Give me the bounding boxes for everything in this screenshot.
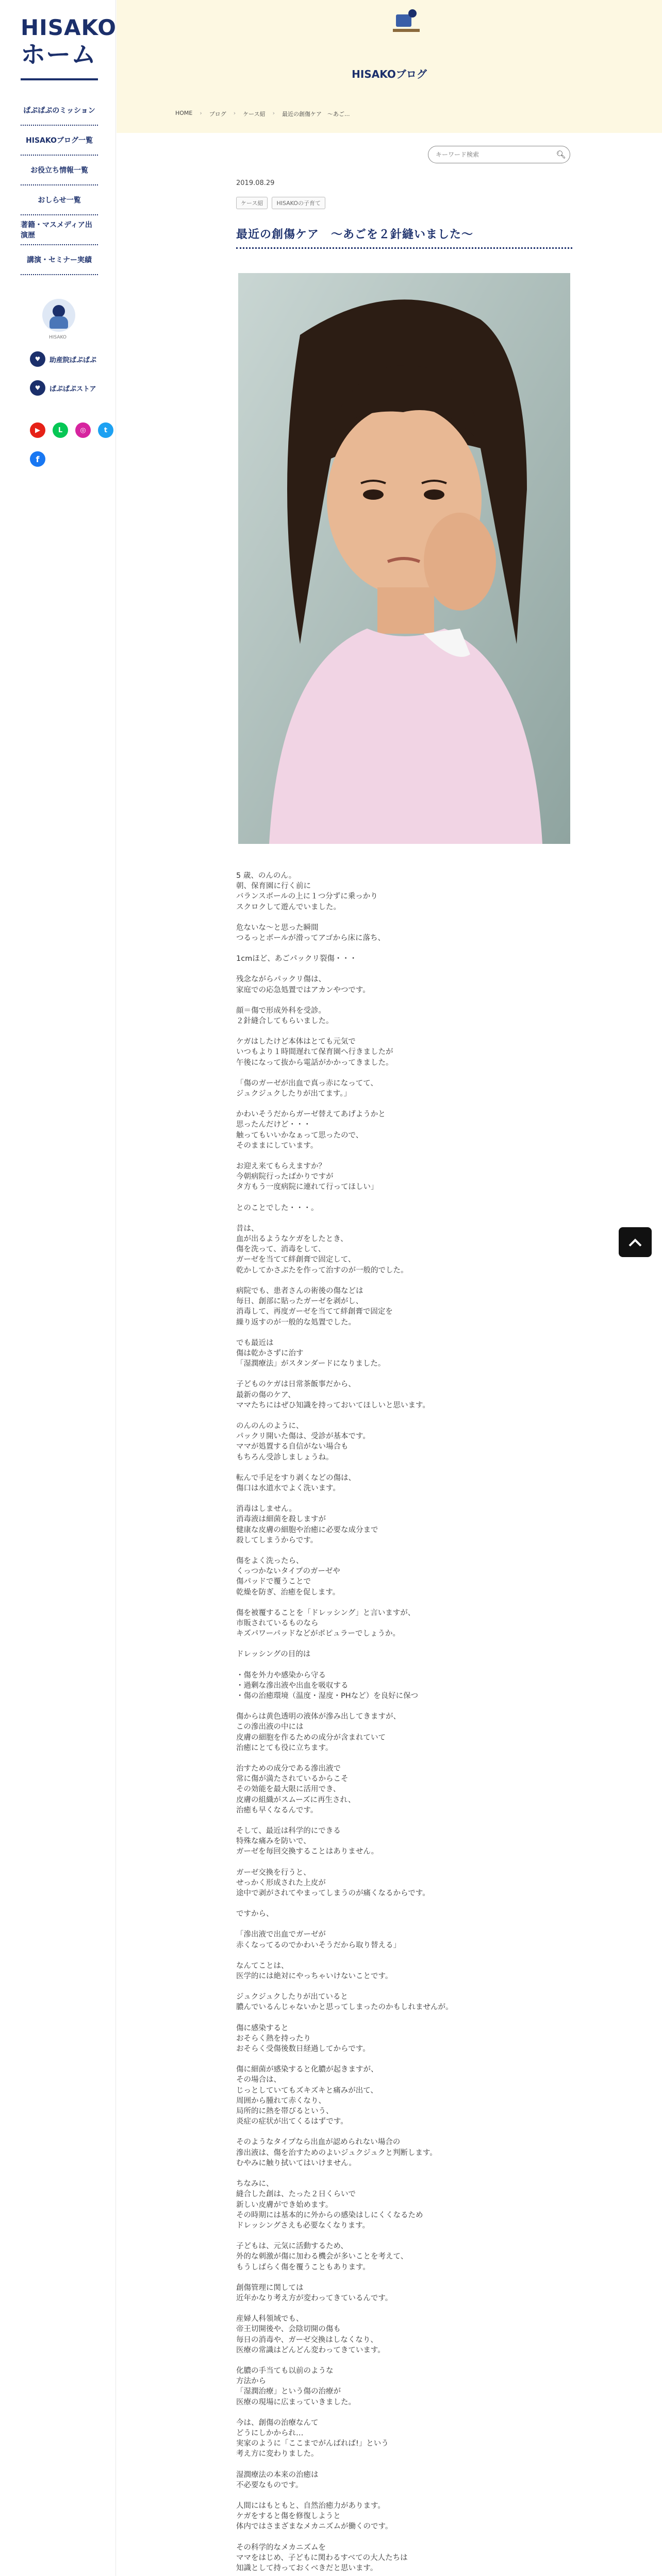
shop-label: ぱぷぱぷストア [49,385,96,393]
tag-hisako[interactable]: HISAKOの子育て [272,197,325,209]
post-paragraph: 消毒はしません。 消毒液は細菌を殺しますが 健康な皮膚の細胞や治癒に必要な成分まで 殺してしまうからです。 [236,1505,378,1545]
post-paragraph: なんてことは、 医学的には絶対にやっちゃいけないことです。 [236,1961,393,1981]
post-paragraph: 傷に感染すると おそらく熱を持ったり おそらく受傷後数日経過してからです。 [236,2024,370,2054]
menu-mission[interactable]: ぱぷぱぷのミッション [21,96,98,126]
post-paragraph: 湿潤療法の本来の治癒は 不必要なものです。 [236,2470,319,2489]
search-icon[interactable]: 🔍︎ [556,150,566,159]
post-paragraph: 5 歳、のんのん。 朝、保育園に行く前に バランスボールの上に１つ分ずに乗っかり スクロクして遊んでいました。 [236,872,378,911]
breadcrumb-current: 最近の創傷ケア ～あご... [282,111,350,117]
breadcrumb-separator: › [200,110,202,116]
menu-blog-list[interactable]: HISAKOブログ一覧 [21,126,98,156]
page-header [117,0,662,133]
youtube-icon[interactable]: ▶ [30,422,45,438]
post-paragraph: ・傷を外力や感染から守る ・過剰な滲出液や出血を吸収する ・傷の治癒環境（温度・湿度・PHなど）を良好に保つ [236,1671,419,1700]
shop-label: 助産院ぱぷぱぷ [49,356,97,364]
chevron-up-icon [628,1237,642,1247]
post-paragraph: 転んで手足をすり剥くなどの傷は、 傷口は水道水でよく洗います。 [236,1473,356,1493]
post-paragraph: かわいそうだからガーゼ替えてあげようかと 思ったんだけど・・・ 触ってもいいかなぁって思ったので、 そのままにしています。 [236,1110,386,1150]
post-paragraph: ドレッシングの目的は [236,1650,311,1659]
post-paragraph: 昔は、 血が出るようなケガをしたとき、 傷を洗って、消毒をして、 ガーゼを当てて絆創膏で固定して、 乾かしてかさぶたを作って治すのが一般的でした。 [236,1224,408,1275]
illustration-caption: HISAKO [49,335,67,340]
post-paragraph: 傷に細菌が感染すると化膿が起きますが、 その場合は、 じっとしていてもズキズキと痛みが出て、 周囲から腫れて赤くなり、 局所的に熱を帯びるという、 炎症の症状が出てくるはずです。 [236,2065,378,2126]
post-paragraph: ですから、 [236,1910,274,1919]
instagram-icon[interactable]: ◎ [75,422,91,438]
post-paragraph: 残念ながらパックリ傷は、 家庭での応急処置ではアカンやつです。 [236,975,370,994]
page-title: HISAKOブログ [352,68,427,80]
post-paragraph: ちなみに、 縫合した創は、たった２日くらいで 新しい皮膚ができ始めます。 その時期には基本的に外からの感染はしにくくなるため ドレッシングさえも必要なくなります。 [236,2180,423,2230]
post-paragraph: ジュクジュクしたりが出ていると 膿んでいるんじゃないかと思ってしまったのかもしれませんが。 [236,1993,453,2012]
shop-link-clinic[interactable] [30,351,96,367]
breadcrumb-separator: › [233,110,236,116]
post-paragraph: 人間にはもともと、自然治癒力があります。 ケガをすると傷を修復しようと 体内ではさまざまなメカニズムが働くのです。 [236,2501,393,2531]
post-paragraph: ガーゼ交換を行うと、 せっかく形成された上皮が 途中で剥がされてやまってしまうのが痛くなるからです。 [236,1868,430,1898]
breadcrumb [175,110,350,118]
post-paragraph: そのようなタイプなら出血が認められない場合の 滲出液は、傷を治すためのよいジュクジュクと判断します。 むやみに触り拭いてはいけません。 [236,2138,437,2167]
breadcrumb-home[interactable]: HOME [175,110,193,116]
search-input[interactable] [436,151,552,158]
post-paragraph: 1cmほど、あごパックリ裂傷・・・ [236,955,357,963]
post-date: 2019.08.29 [236,179,275,187]
post-paragraph: 今は、創傷の治療なんて どうにしかかられ… 実家のように「ここまでがんばれば!」という 考え方に変わりました。 [236,2418,389,2459]
store-icon: ♥ [30,380,45,396]
sidebar [0,0,116,2576]
clinic-icon: ♥ [30,351,45,367]
search-box[interactable] [428,146,570,163]
post-paragraph: 産婦人科領域でも、 帝王切開後や、会陰切開の傷も 毎日の消毒や、ガーゼ交換はしなくなり、 医療の常識はどんどん変わってきています。 [236,2315,385,2354]
title-divider [236,247,572,249]
post-paragraph: 傷を被覆することを「ドレッシング」と言いますが、 市販されているものなら キズパワーパッドなどがポピュラーでしょうか。 [236,1608,416,1638]
post-paragraph: その科学的なメカニズムを ママをはじめ、子どもに関わるすべての大人たちは 知識として持っておくべきだと思います。 [236,2543,408,2572]
post-paragraph: でも最近は 傷は乾かさずに治す 「湿潤療法」がスタンダードになりました。 [236,1338,386,1368]
post-body [236,871,572,2576]
post-paragraph: 化膿の手当ても以前のような 方法から 「湿潤治療」という傷の治療が 医療の現場に広まっていきました。 [236,2366,356,2406]
tag-category[interactable]: ケース紹 [236,197,268,209]
post-paragraph: 治すための成分である滲出液で 常に傷が満たされているからこそ その効能を最大限に活用でき、 皮膚の組織がスムーズに再生され、 治癒も早くなるんです。 [236,1765,356,1815]
menu-seminars[interactable]: 講演・セミナー実績 [21,245,98,275]
post-tags [236,197,325,209]
sidebar-menu [21,96,98,275]
back-to-top-button[interactable] [619,1227,652,1257]
post-paragraph: とのことでした・・・。 [236,1204,319,1212]
social-links [30,422,113,438]
post-paragraph: 子どもは、元気に活動するため、 外的な刺激が傷に加わる機会が多いことを考えて、 もうしばらく傷を覆うこともあります。 [236,2242,408,2272]
logo-underline [21,78,98,80]
logo-line1: HISAKO [21,15,117,40]
post-paragraph: 「傷のガーゼが出血で真っ赤になってて、 ジュクジュクしたりが出てます。」 [236,1079,378,1098]
post-paragraph: 傷からは黄色透明の液体が滲み出してきますが、 この滲出液の中には 皮膚の細胞を作るための成分が含まれていて 治癒にとても役に立ちます。 [236,1713,401,1752]
twitter-icon[interactable]: t [98,422,113,438]
author-illustration [42,299,75,332]
post-paragraph: そして、最近は科学的にできる 特殊な痛みを防いで、 ガーゼを毎回交換することはありません。 [236,1827,379,1856]
menu-useful-info[interactable]: お役立ち情報一覧 [21,156,98,185]
line-icon[interactable]: L [53,422,68,438]
shop-link-store[interactable] [30,380,96,396]
site-logo[interactable] [21,14,117,69]
menu-news[interactable]: おしらせ一覧 [21,185,98,215]
breadcrumb-blog[interactable]: ブログ [209,111,226,117]
post-paragraph: お迎え来てもらえますか？ 今朝病院行ったばかりですが タ方もう一度病院に連れて行ってほしい」 [236,1162,378,1192]
blog-header-icon [391,8,422,44]
breadcrumb-separator: › [272,110,275,116]
post-paragraph: 「滲出液で出血でガーゼが 赤くなってるのでかわいそうだから取り替える」 [236,1930,401,1950]
post-paragraph: のんのんのように、 パックリ開いた傷は、受診が基本です。 ママが処置する自信がない場合も もちろん受診しましょうね。 [236,1421,370,1462]
post-hero-image [238,273,570,844]
post-title: 最近の創傷ケア ～あごを２針縫いました～ [236,228,474,241]
post-paragraph: 顔＝傷で形成外科を受診。 ２針縫合してもらいました。 [236,1006,334,1026]
menu-media[interactable]: 著籍・マスメディア出演歴 [21,215,98,245]
post-paragraph: 病院でも、患者さんの術後の傷などは 毎日、創部に貼ったガーゼを剥がし、 消毒して、再度ガーゼを当てて絆創膏で固定を 繰り返すのが一般的な処置でした。 [236,1286,393,1327]
post-paragraph: 危ないな～と思った瞬間 つるっとボールが滑ってアゴから床に落ち、 [236,923,385,943]
facebook-icon[interactable]: f [30,451,45,467]
post-paragraph: 創傷管理に関しては 近年かなり考え方が変わってきているんです。 [236,2283,393,2302]
post-paragraph: 子どものケガは日常茶飯事だから、 最新の傷のケア、 ママたちにはぜひ知識を持っておいてほしいと思います。 [236,1380,430,1410]
logo-line2: ホーム [21,40,97,69]
post-paragraph: ケガはしたけど本体はとても元気で いつもより１時間遅れて保育園へ行きましたが 午後になって抜から電話がかかってきました。 [236,1038,393,1067]
breadcrumb-category[interactable]: ケース紹 [243,111,266,117]
post-paragraph: 傷をよく洗ったら、 くっつかないタイプのガーゼや 傷パッドで覆うことで 乾燥を防ぎ、治癒を促します。 [236,1556,340,1597]
